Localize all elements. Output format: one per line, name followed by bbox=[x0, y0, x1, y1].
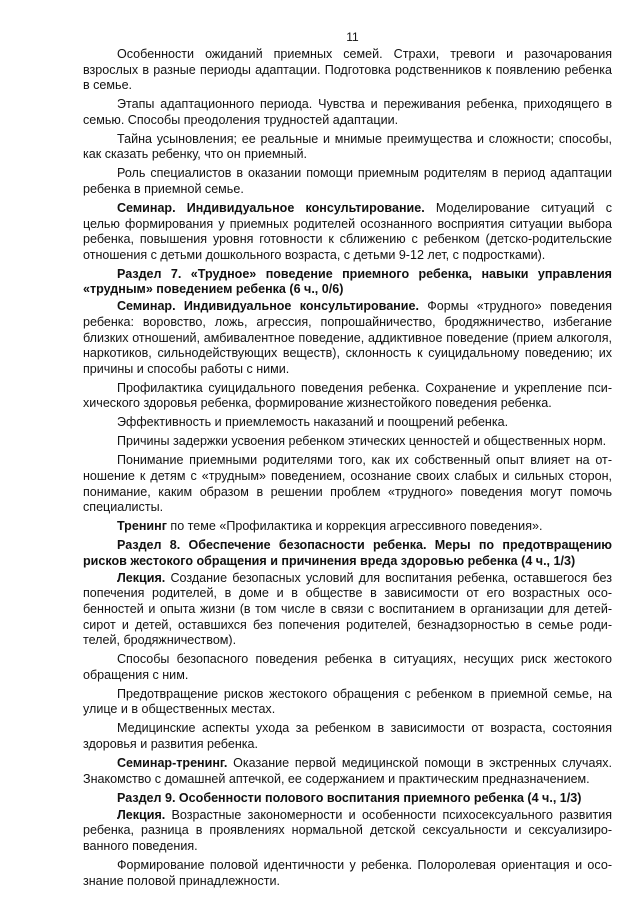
paragraph-lead: Лекция. bbox=[117, 807, 166, 822]
paragraph bbox=[83, 519, 612, 535]
paragraph-lead: Семинар. Индивидуальное консультирование. bbox=[117, 299, 419, 314]
paragraph bbox=[83, 571, 612, 649]
paragraph: Формирование половой идентичности у ребенка. Полоролевая ориентация и осознание половой принадлежности. bbox=[83, 857, 612, 888]
paragraph: Эффективность и приемлемость наказаний и поощрений ребенка. bbox=[117, 415, 509, 430]
paragraph-lead: Тренинг bbox=[117, 519, 167, 534]
paragraph-text: Возрастные закономерности и особенности психосексуального развития ребенка, разница в проявлениях нормальной детской сексуальности и сексуализированного поведения. bbox=[83, 807, 612, 853]
paragraph bbox=[83, 299, 612, 377]
paragraph-text: по теме «Профилактика и коррекция агрессивного поведения». bbox=[166, 519, 543, 534]
paragraph: Профилактика суицидального поведения ребенка. Сохранение и укрепление психического здоровья ребенка, формирование жизнестойкого поведения ребенка. bbox=[83, 380, 612, 411]
document-body bbox=[83, 47, 612, 889]
paragraph-text: Создание безопасных условий для воспитания ребенка, оставшегося без попечения родителей, в доме и в обществе в зависимости от его возрастных особенностей и опыта жизни (в том числе в связи с воспитанием в организации для детей-сирот и детей, оставшихся без попечения родителей, безнадзорностью в семье родителей, бродяжничеством). bbox=[83, 570, 612, 648]
paragraph-lead: Семинар-тренинг. bbox=[117, 755, 228, 770]
paragraph-text: Моделирование ситуаций с целью формирования у приемных родителей осознанного восприятия ситуации выбора ребенка, повышения уровня готовности к сближению с ребенком (детско-родительские отношения с детьми дошкольного возраста, с детьми 9-12 лет, с подростками). bbox=[83, 200, 612, 262]
paragraph: Тайна усыновления; ее реальные и мнимые преимущества и сложности; способы, как сказать ребенку, что он приемный. bbox=[83, 131, 612, 162]
paragraph-text: Оказание первой медицинской помощи в экстренных случаях. Знакомство с домашней аптечкой, ее содержанием и практическим предназначением. bbox=[83, 755, 612, 786]
paragraph bbox=[83, 756, 612, 787]
paragraph: Способы безопасного поведения ребенка в ситуациях, несущих риск жестокого обращения с ним. bbox=[83, 652, 612, 682]
paragraph: Особенности ожиданий приемных семей. Страхи, тревоги и разочарования взрослых в разные периоды адаптации. Подготовка родственников к появлению ребенка в семье. bbox=[83, 47, 612, 93]
paragraph-text: Формы «трудного» поведения ребенка: воровство, ложь, агрессия, попрошайничество, бродяжничество, избегание близких отношений, амбивалентное поведение, аддиктивное поведение (прием алкоголя, наркотиков, сильнодействующих веществ), склонность к суицидальному поведению; их причины и способы работы с ними. bbox=[83, 299, 612, 376]
paragraph: Причины задержки усвоения ребенком этических ценностей и общественных норм. bbox=[117, 434, 607, 449]
paragraph-lead: Лекция. bbox=[117, 570, 166, 585]
paragraph: Медицинские аспекты ухода за ребенком в зависимости от возраста, состояния здоровья и развития ребенка. bbox=[83, 721, 612, 751]
paragraph: Предотвращение рисков жестокого обращения с ребенком в приемной семье, на улице и в общественных местах. bbox=[83, 686, 612, 717]
paragraph: Этапы адаптационного периода. Чувства и переживания ребенка, приходящего в семью. Способы преодоления трудностей адаптации. bbox=[83, 97, 612, 127]
paragraph bbox=[83, 808, 612, 855]
paragraph-lead: Семинар. Индивидуальное консультирование. bbox=[117, 200, 425, 215]
section-heading: Раздел 9. Особенности полового воспитания приемного ребенка (4 ч., 1/3) bbox=[117, 790, 582, 805]
paragraph: Понимание приемными родителями того, как их собственный опыт влияет на отношение к детям с «трудным» поведением, осознание своих слабых и сильных сторон, понимание, каким образом в решении проблем «трудного» поведения могут помочь специалисты. bbox=[83, 453, 612, 515]
page-number: 11 bbox=[346, 30, 359, 44]
paragraph bbox=[83, 201, 612, 263]
section-heading: Раздел 8. Обеспечение безопасности ребенка. Меры по предотвращению рисков жестокого обращения и причинения вреда здоровью ребенка (4 ч., 1/3) bbox=[83, 538, 612, 568]
section-heading: Раздел 7. «Трудное» поведение приемного ребенка, навыки управления «трудным» поведением ребенка (6 ч., 0/6) bbox=[83, 266, 612, 297]
paragraph: Роль специалистов в оказании помощи приемным родителям в период адаптации ребенка в приемной семье. bbox=[83, 166, 612, 196]
